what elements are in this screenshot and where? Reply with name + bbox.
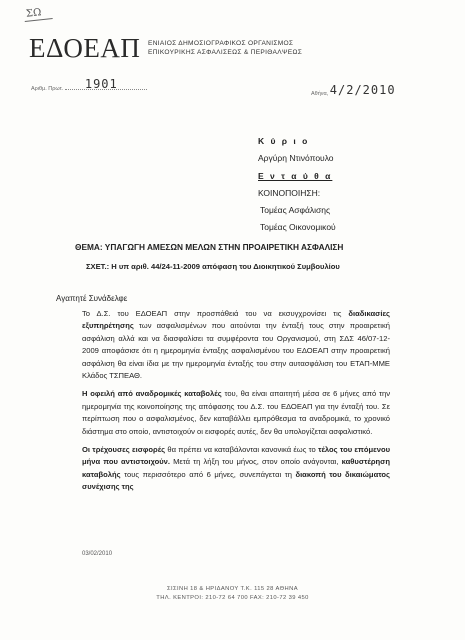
protocol-number: 1901	[84, 77, 118, 91]
corner-handwritten-mark: ΣΩ	[25, 7, 42, 20]
greeting: Αγαπητέ Συνάδελφε	[56, 294, 128, 303]
p2-text-b: του, θα είναι απαιτητή μέσα σε 6 μήνες από την ημερομηνία της κοινοποίησης της απόφασης του Δ.Σ. του ΕΔΟΕΑΠ για την ένταξή του. Σε περίπτωση που ο ασφαλισμένος, δεν καταβάλλει εμπρόθεσμα τα αναδρομικά, το χρονικό διάστημα στο οποίο, αντιστοιχούν οι εισφορές αυτές, δεν θα υπολογίζεται ασφαλιστικό.	[82, 389, 390, 436]
p3-text-d: Μετά τη λήξη του μήνος, στον οποίο ανάγονται,	[170, 457, 342, 467]
org-full-name	[148, 40, 302, 57]
p1-bold: διαδικασίες εξυπηρέτησης	[82, 309, 390, 331]
paragraph-1	[82, 308, 390, 382]
p1-text-a: Το Δ.Σ. του ΕΔΟΕΑΠ στην προσπάθειά του να εκσυγχρονίσει τις	[82, 309, 349, 318]
org-name-line-2: ΕΠΙΚΟΥΡΙΚΗΣ ΑΣΦΑΛΙΣΕΩΣ & ΠΕΡΙΘΑΛΨΕΩΣ	[148, 48, 303, 56]
date-label: Αθήνα,	[311, 91, 329, 97]
cc-label: ΚΟΙΝΟΠΟΙΗΣΗ:	[258, 187, 321, 198]
cc-recipient-1: Τομέας Ασφάλισης	[260, 205, 331, 216]
paragraph-2	[82, 388, 390, 438]
address-line-2: ΤΗΛ. ΚΕΝΤΡΟΙ: 210-72 64 700 FAX: 210-72 39 450	[156, 595, 309, 601]
p1-text-c: των ασφαλισμένων που αιτούνται την ένταξή τους στην προαιρετική ασφάλιση αλλά και να διασφαλίσει τα συμφέροντα του Οργανισμού, στη ΣΔΣ 46/07-12-2009 αποφάσισε ότι η ημερομηνία ένταξης ασφαλισμένου του ΕΔΟΕΑΠ στην προαιρετική ασφάλιση θα είναι ίδια με την ημερομηνία ένταξής του στην αυτασφάλιση του ΕΤΑΠ-ΜΜΕ Κλάδος ΤΣΠΕΑΘ.	[82, 321, 390, 381]
p2-bold: Η οφειλή από αναδρομικές καταβολές	[82, 389, 222, 399]
letter-body	[82, 308, 390, 500]
address-line-1: ΣΙΣΙΝΗ 18 & ΗΡΙΔΑΝΟΥ Τ.Κ. 115 28 ΑΘΗΝΑ	[167, 586, 298, 592]
cc-recipient-2: Τομέας Οικονομικού	[260, 222, 336, 233]
letter-subject: ΘΕΜΑ: ΥΠΑΓΩΓΗ ΑΜΕΣΩΝ ΜΕΛΩΝ ΣΤΗΝ ΠΡΟΑΙΡΕΤΙΚΗ ΑΣΦΑΛΙΣΗ	[75, 242, 344, 252]
recipient-salutation: Κ ύ ρ ι ο	[258, 136, 310, 146]
recipients-block	[258, 133, 336, 237]
p3-text-f: τους περισσότερο από 6 μήνες, συνεπάγεται τη	[120, 469, 296, 479]
paragraph-3	[82, 444, 390, 494]
footer-date: 03/02/2010	[82, 551, 113, 557]
footer-address	[0, 585, 465, 603]
p3-bold-a: Οι τρέχουσες εισφορές	[82, 445, 166, 455]
date-value: 4/2/2010	[329, 83, 396, 97]
p3-bold-g: διακοπή του δικαιώματος συνέχισης της	[82, 469, 391, 492]
p3-bold-e: καθυστέρηση καταβολής	[82, 457, 390, 479]
recipient-name: Αργύρη Ντινόπουλο	[258, 153, 334, 164]
protocol-number-field	[31, 77, 147, 92]
org-logo: ΕΔΟΕΑΠ	[29, 33, 141, 63]
protocol-label: Αριθμ. Πρωτ.	[31, 86, 64, 92]
p3-text-b: θα πρέπει να καταβάλονται κανονικά έως το	[165, 445, 319, 455]
letter-reference: ΣΧΕΤ.: Η υπ αριθ. 44/24-11-2009 απόφαση του Διοικητικού Συμβουλίου	[86, 262, 340, 271]
p3-bold-c: τέλος του επόμενου μήνα που αντιστοιχούν.	[82, 445, 391, 467]
date-field	[311, 84, 396, 98]
org-name-line-1: ΕΝΙΑΙΟΣ ΔΗΜΟΣΙΟΓΡΑΦΙΚΟΣ ΟΡΓΑΝΙΣΜΟΣ	[148, 40, 294, 47]
recipient-location: Ε ν τ α ύ θ α	[258, 170, 333, 181]
